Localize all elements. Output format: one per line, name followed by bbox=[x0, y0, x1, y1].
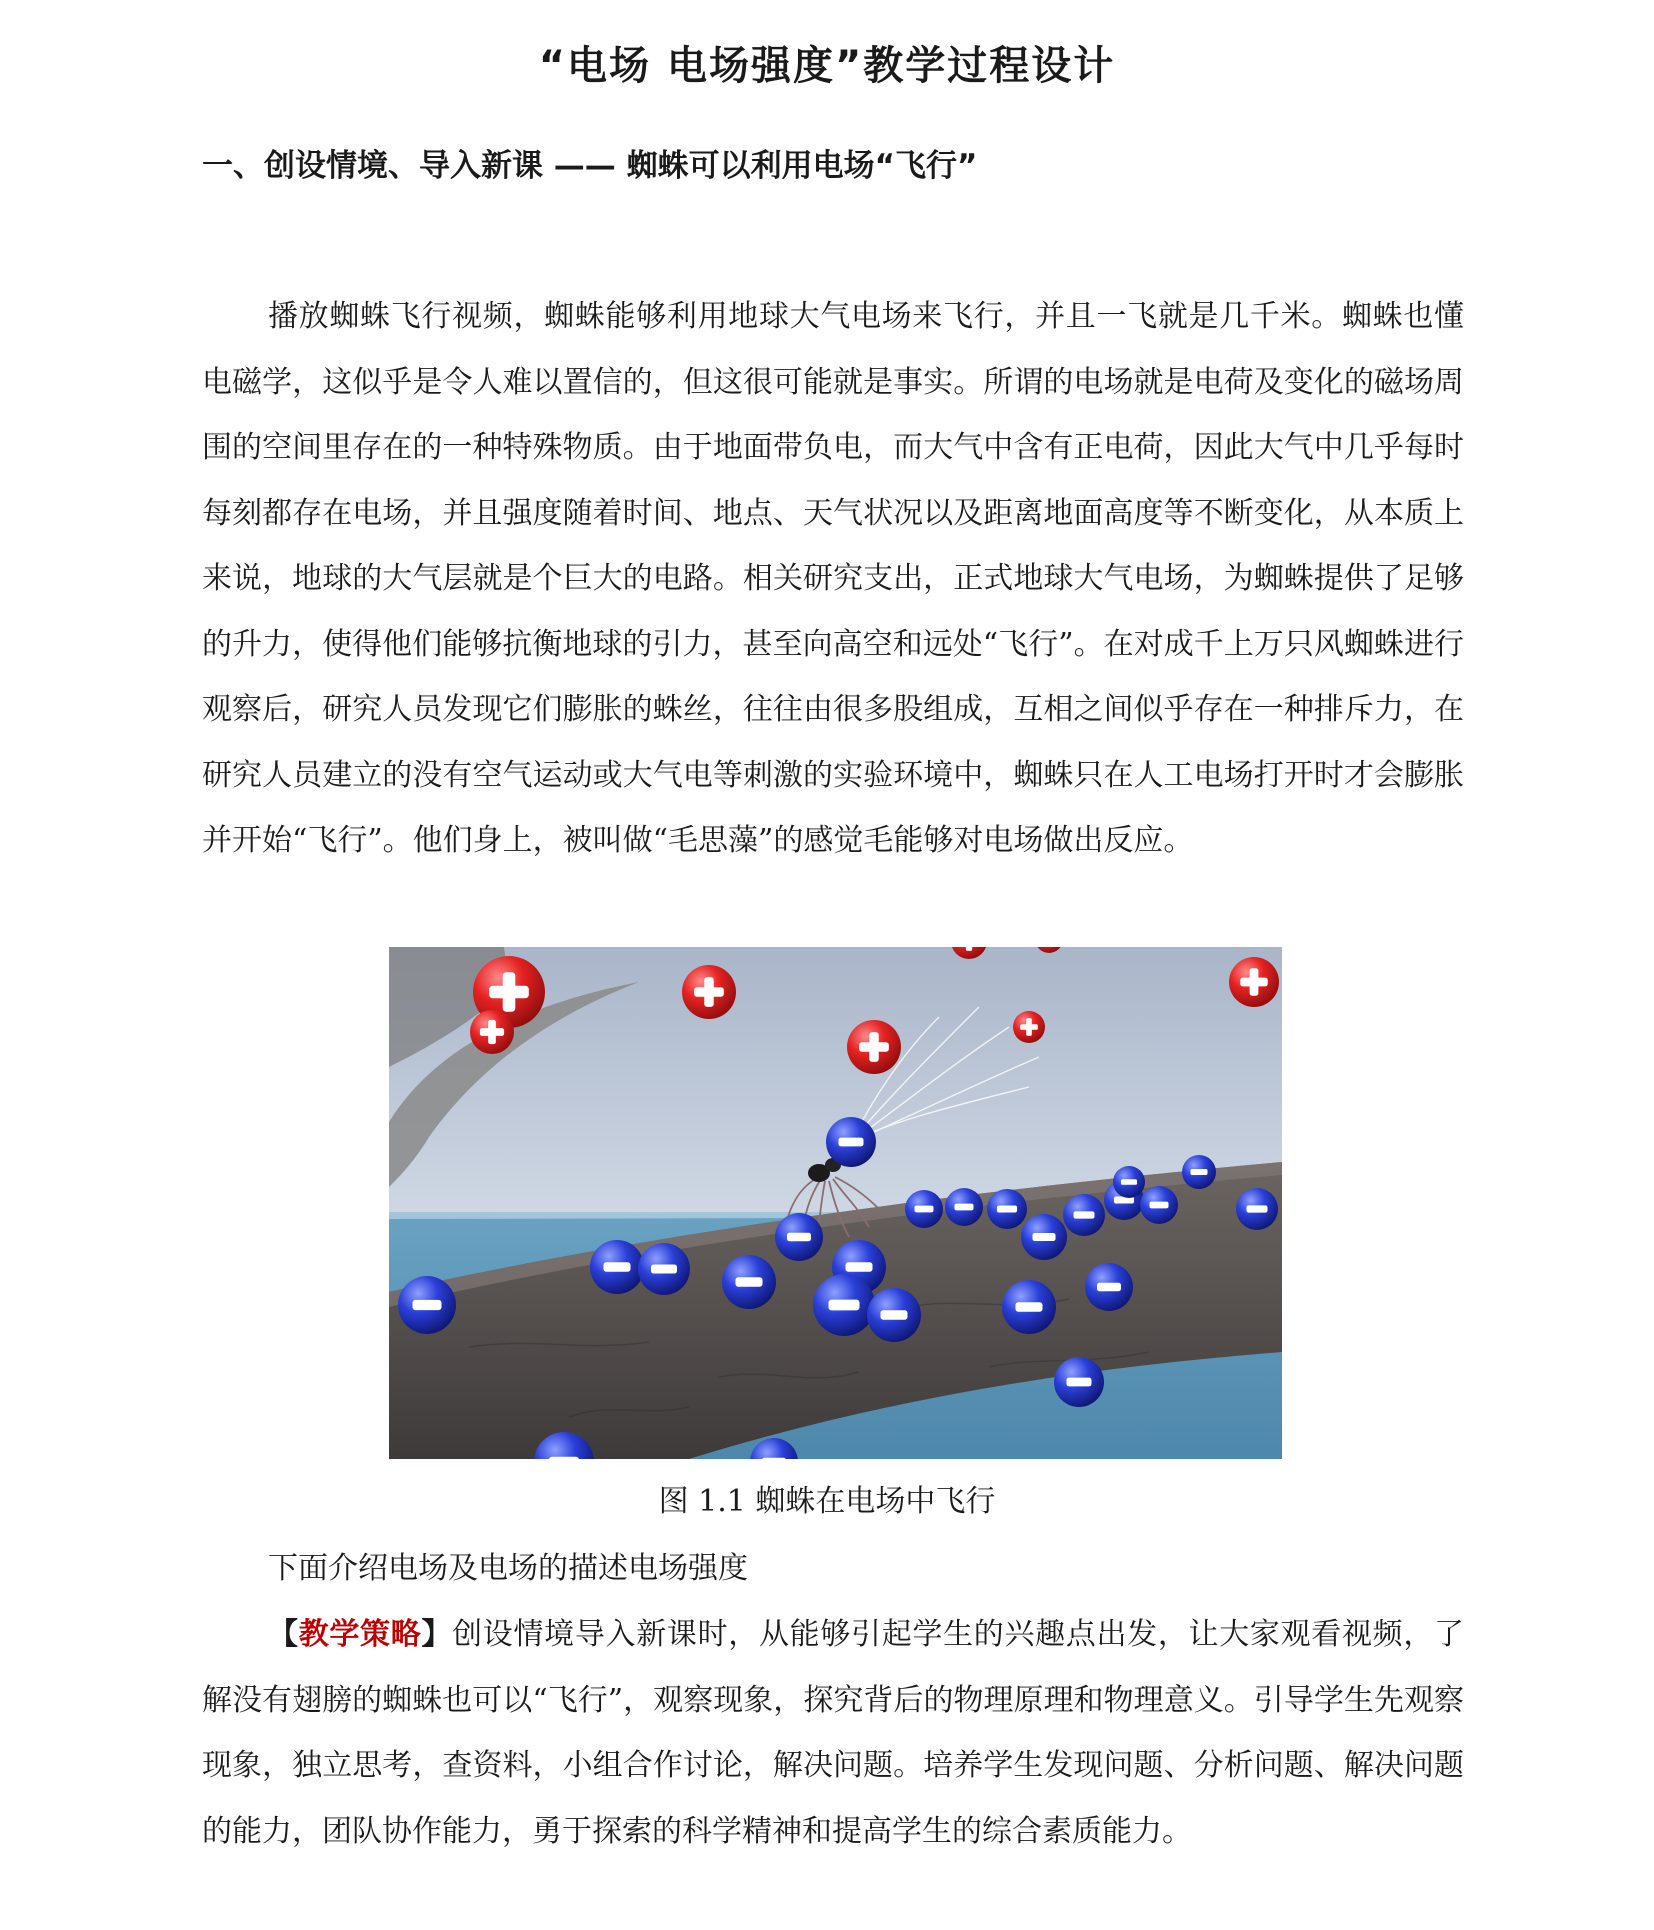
teaching-strategy-paragraph bbox=[202, 1602, 1464, 1864]
section-heading: 一、创设情境、导入新课 —— 蜘蛛可以利用电场“飞行” bbox=[202, 148, 978, 184]
strategy-label: 教学策略 bbox=[298, 1617, 422, 1652]
spider-electric-field-illustration bbox=[389, 947, 1282, 1459]
strategy-text: 创设情境导入新课时，从能够引起学生的兴趣点出发，让大家观看视频，了解没有翅膀的蜘蛛也可以“飞行”，观察现象，探究背后的物理原理和物理意义。引导学生先观察现象，独立思考，查资料，小组合作讨论，解决问题。培养学生发现问题、分析问题、解决问题的能力，团队协作能力，勇于探索的科学精神和提高学生的综合素质能力。 bbox=[202, 1617, 1465, 1849]
intro-paragraph: 播放蜘蛛飞行视频，蜘蛛能够利用地球大气电场来飞行，并且一飞就是几千米。蜘蛛也懂电磁学，这似乎是令人难以置信的，但这很可能就是事实。所谓的电场就是电荷及变化的磁场周围的空间里存在的一种特殊物质。由于地面带负电，而大气中含有正电荷，因此大气中几乎每时每刻都存在电场，并且强度随着时间、地点、天气状况以及距离地面高度等不断变化，从本质上来说，地球的大气层就是个巨大的电路。相关研究支出，正式地球大气电场，为蜘蛛提供了足够的升力，使得他们能够抗衡地球的引力，甚至向高空和远处“飞行”。在对成千上万只风蜘蛛进行观察后，研究人员发现它们膨胀的蛛丝，往往由很多股组成，互相之间似乎存在一种排斥力，在研究人员建立的没有空气运动或大气电等刺激的实验环境中，蜘蛛只在人工电场打开时才会膨胀并开始“飞行”。他们身上，被叫做“毛思藻”的感觉毛能够对电场做出反应。 bbox=[202, 299, 1464, 858]
transition-paragraph: 下面介绍电场及电场的描述电场强度 bbox=[268, 1551, 748, 1586]
strategy-bracket-open: 【 bbox=[268, 1617, 299, 1652]
document-title: “电场 电场强度”教学过程设计 bbox=[538, 43, 1116, 89]
figure-caption: 图 1.1 蜘蛛在电场中飞行 bbox=[658, 1484, 996, 1519]
strategy-bracket-close: 】 bbox=[421, 1617, 453, 1652]
